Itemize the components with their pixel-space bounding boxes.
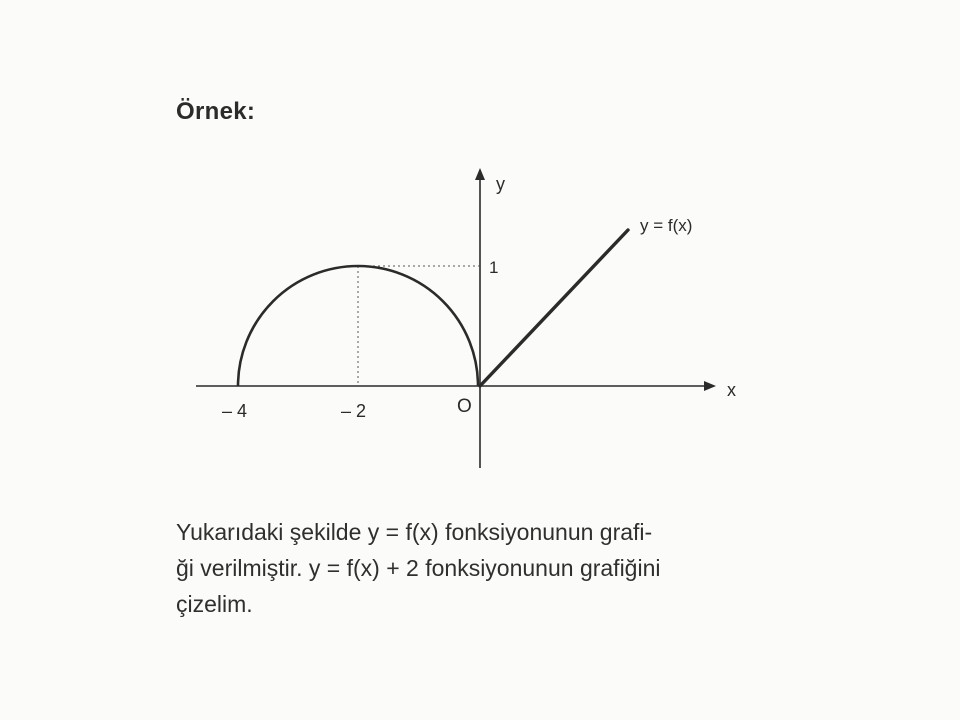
- y-axis-label: y: [496, 174, 505, 194]
- problem-text-line-2: ği verilmiştir. y = f(x) + 2 fonksiyonunun grafiğini: [176, 555, 661, 581]
- ray-curve: [480, 230, 628, 386]
- x-axis-label: x: [727, 380, 736, 400]
- tick-label-y1: 1: [489, 258, 499, 277]
- origin-label: O: [457, 396, 472, 417]
- problem-text-line-3: çizelim.: [176, 591, 253, 617]
- tick-label-minus4: – 4: [222, 401, 248, 421]
- example-heading: Örnek:: [176, 98, 256, 125]
- tick-label-minus2: – 2: [341, 401, 367, 421]
- problem-text-line-1: Yukarıdaki şekilde y = f(x) fonksiyonunun grafi-: [176, 519, 653, 545]
- problem-text: [176, 514, 796, 622]
- curve-label: y = f(x): [640, 216, 693, 235]
